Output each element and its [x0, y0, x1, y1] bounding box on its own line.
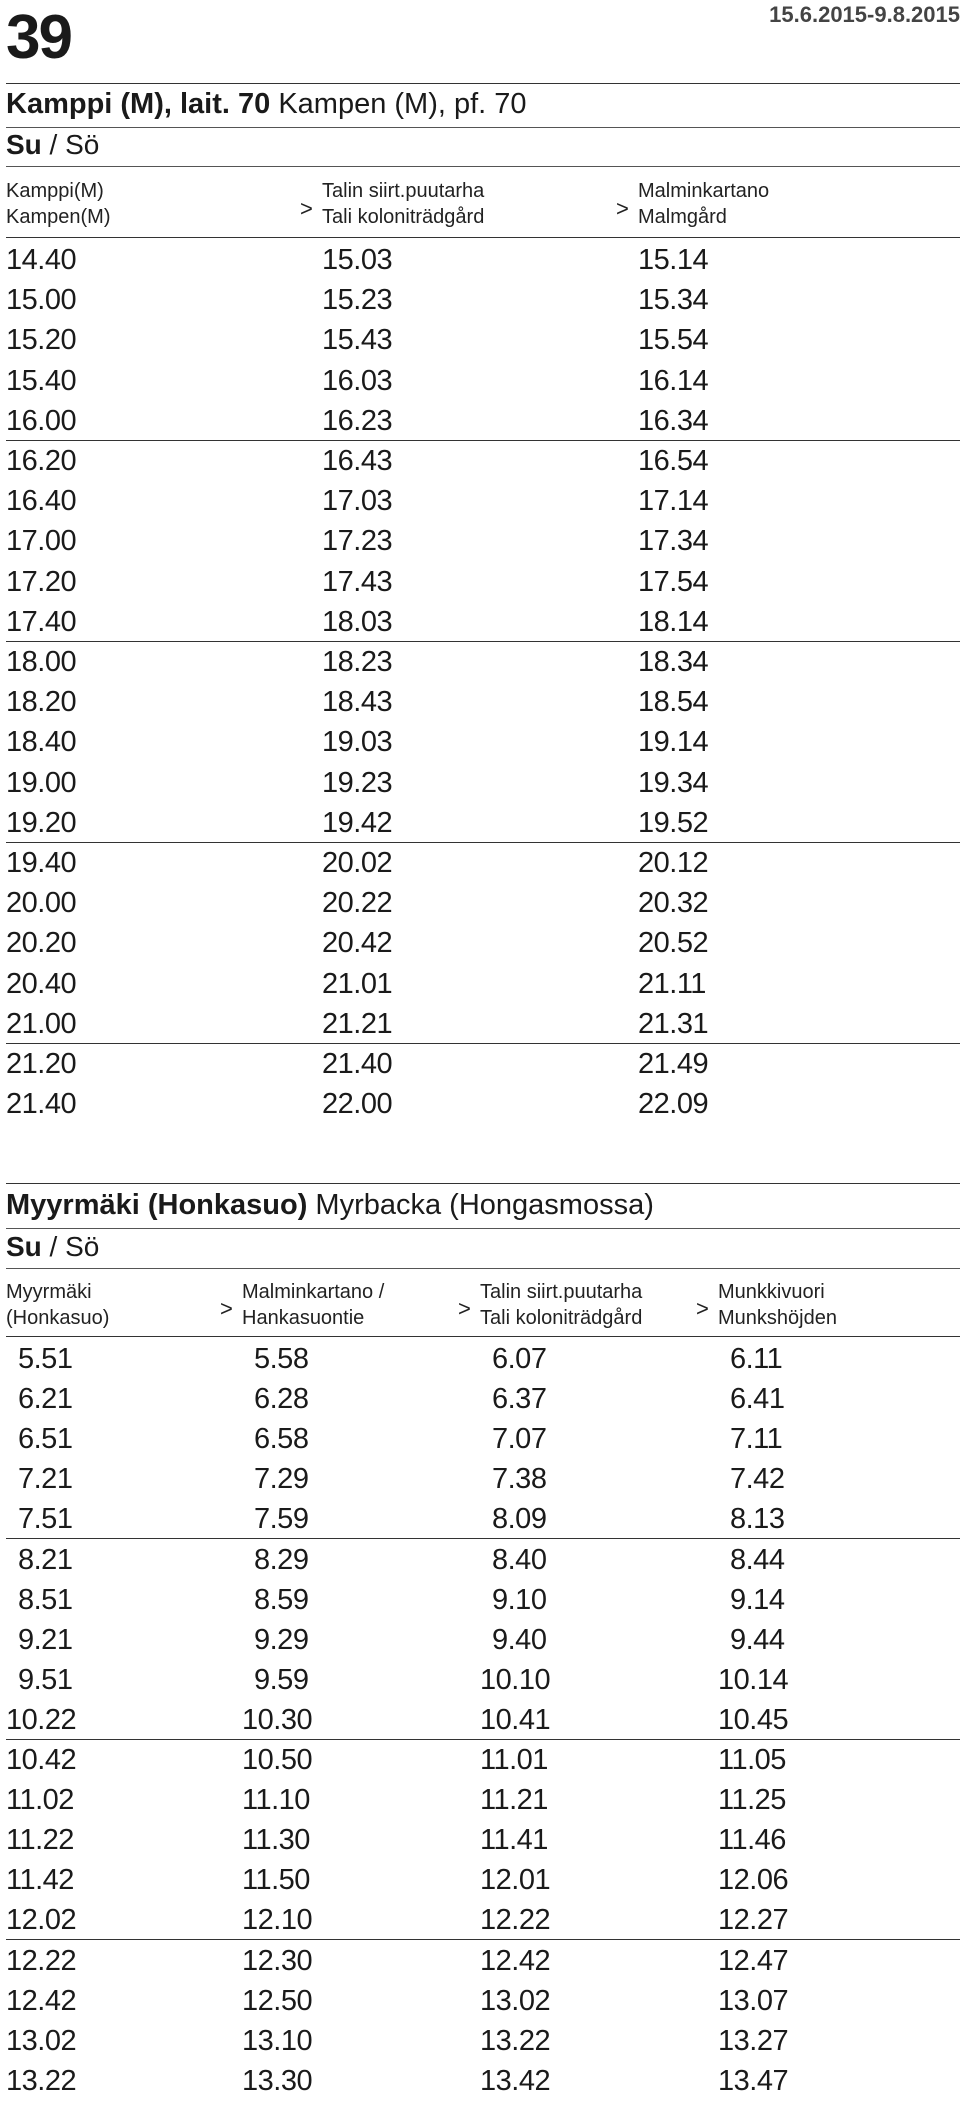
- departure-time: 13.47: [718, 2064, 789, 2097]
- section2-day-fi: Su: [6, 1231, 42, 1262]
- departure-time: 12.50: [242, 1984, 313, 2017]
- table-row: [6, 361, 960, 401]
- departure-time: 11.21: [480, 1784, 548, 1817]
- departure-time: 11.42: [6, 1864, 74, 1897]
- departure-time: 17.34: [638, 525, 709, 558]
- departure-time: 10.10: [480, 1663, 551, 1696]
- section2-title-rule: [6, 1228, 960, 1229]
- departure-time: 12.42: [480, 1944, 551, 1977]
- departure-time: 21.11: [638, 967, 706, 1000]
- table-row: [6, 923, 960, 963]
- departure-time: 20.20: [6, 927, 77, 960]
- departure-time: 8.09: [492, 1503, 547, 1536]
- departure-time: 17.14: [638, 485, 709, 518]
- section1-title: [6, 87, 527, 121]
- departure-time: 18.34: [638, 646, 709, 678]
- departure-time: 18.43: [322, 686, 393, 719]
- departure-time: 11.41: [480, 1824, 548, 1857]
- departure-time: 21.40: [6, 1088, 77, 1121]
- departure-time: 9.40: [492, 1623, 547, 1656]
- departure-time: 20.02: [322, 847, 393, 879]
- departure-time: 18.03: [322, 605, 393, 638]
- departure-time: 20.00: [6, 887, 77, 920]
- departure-time: 6.51: [18, 1423, 73, 1456]
- chevron-right-icon: >: [458, 1296, 471, 1321]
- departure-time: 12.27: [718, 1904, 789, 1937]
- section1-day-rule: [6, 166, 960, 167]
- departure-time: 22.09: [638, 1088, 709, 1121]
- section2-day: [6, 1230, 99, 1264]
- departure-time: 8.13: [730, 1503, 785, 1536]
- departure-time: 21.01: [322, 967, 393, 1000]
- departure-time: 15.43: [322, 324, 393, 357]
- departure-time: 18.14: [638, 605, 709, 638]
- stop-name-sv: Tali koloniträdgård: [322, 206, 485, 228]
- departure-time: 20.12: [638, 847, 709, 879]
- stop-name-fi: Malminkartano: [638, 180, 770, 202]
- departure-time: 10.50: [242, 1744, 313, 1776]
- table-row: [6, 240, 960, 280]
- departure-time: 10.22: [6, 1703, 77, 1736]
- section2-title-sv: Myrbacka (Hongasmossa): [307, 1189, 654, 1221]
- chevron-right-icon: >: [220, 1296, 233, 1321]
- section2-title-fi: Myyrmäki (Honkasuo): [6, 1189, 308, 1221]
- stop-name-fi: Kamppi(M): [6, 180, 104, 202]
- section2-header-rule: [6, 1336, 960, 1337]
- departure-time: 10.45: [718, 1703, 789, 1736]
- departure-time: 11.22: [6, 1824, 74, 1857]
- departure-time: 11.05: [718, 1744, 786, 1776]
- departure-time: 13.07: [718, 1984, 789, 2017]
- departure-time: 11.25: [718, 1784, 786, 1817]
- departure-time: 6.41: [730, 1383, 785, 1416]
- departure-time: 16.20: [6, 445, 77, 477]
- departure-time: 12.06: [718, 1864, 789, 1897]
- departure-time: 10.14: [718, 1663, 789, 1696]
- stop-name-fi: Myyrmäki: [6, 1281, 92, 1303]
- departure-time: 7.38: [492, 1463, 547, 1496]
- section2-stop-3: [480, 1279, 642, 1331]
- departure-time: 7.59: [254, 1503, 309, 1536]
- table-row: [6, 1860, 960, 1900]
- departure-time: 13.42: [480, 2064, 551, 2097]
- departure-time: 7.07: [492, 1423, 547, 1456]
- stop-name-fi: Munkkivuori: [718, 1281, 825, 1303]
- section1-title-fi: Kamppi (M), lait. 70: [6, 88, 271, 120]
- departure-time: 16.23: [322, 404, 393, 437]
- departure-time: 18.54: [638, 686, 709, 719]
- stop-name-sv: Malmgård: [638, 206, 727, 228]
- table-row: [6, 1780, 960, 1820]
- departure-time: 5.51: [18, 1343, 73, 1375]
- departure-time: 13.22: [6, 2064, 77, 2097]
- route-number: 39: [6, 3, 71, 72]
- departure-time: 8.44: [730, 1543, 785, 1576]
- departure-time: 18.40: [6, 726, 77, 759]
- departure-time: 15.00: [6, 284, 77, 317]
- departure-time: 6.28: [254, 1383, 309, 1416]
- departure-time: 9.21: [18, 1623, 73, 1656]
- departure-time: 20.40: [6, 967, 77, 1000]
- departure-time: 17.20: [6, 565, 77, 598]
- departure-time: 15.03: [322, 244, 393, 276]
- stop-name-sv: Tali koloniträdgård: [480, 1307, 643, 1329]
- table-row: [6, 1700, 960, 1740]
- table-row: [6, 1900, 960, 1940]
- table-row: [6, 1580, 960, 1620]
- table-row: [6, 1084, 960, 1124]
- departure-time: 16.43: [322, 445, 393, 477]
- table-row: [6, 481, 960, 521]
- table-row: [6, 1941, 960, 1981]
- departure-time: 11.46: [718, 1824, 786, 1857]
- departure-time: 17.23: [322, 525, 393, 558]
- table-row: [6, 803, 960, 843]
- table-row: [6, 843, 960, 883]
- departure-time: 18.20: [6, 686, 77, 719]
- stop-name-sv: Kampen(M): [6, 206, 111, 228]
- departure-time: 15.14: [638, 244, 709, 276]
- departure-time: 9.10: [492, 1583, 547, 1616]
- departure-time: 21.20: [6, 1048, 77, 1080]
- departure-time: 8.51: [18, 1583, 73, 1616]
- departure-time: 13.10: [242, 2024, 313, 2057]
- table-row: [6, 763, 960, 803]
- departure-time: 9.29: [254, 1623, 309, 1656]
- stop-name-fi: Malminkartano /: [242, 1281, 385, 1303]
- table-row: [6, 1981, 960, 2021]
- stop-name-sv: Munkshöjden: [718, 1307, 837, 1329]
- departure-time: 12.30: [242, 1944, 313, 1977]
- section1-title-sv: Kampen (M), pf. 70: [270, 88, 527, 120]
- departure-time: 12.10: [242, 1904, 313, 1937]
- section1-day-sv: / Sö: [41, 129, 100, 160]
- table-row: [6, 2021, 960, 2061]
- departure-time: 21.49: [638, 1048, 709, 1080]
- departure-time: 9.14: [730, 1583, 785, 1616]
- departure-time: 13.30: [242, 2064, 313, 2097]
- departure-time: 11.01: [480, 1744, 548, 1776]
- departure-time: 13.02: [480, 1984, 551, 2017]
- departure-time: 13.27: [718, 2024, 789, 2057]
- table-row: [6, 2061, 960, 2101]
- section2-top-rule: [6, 1183, 960, 1184]
- stop-name-sv: (Honkasuo): [6, 1307, 110, 1329]
- departure-time: 7.42: [730, 1463, 785, 1496]
- departure-time: 10.42: [6, 1744, 77, 1776]
- departure-time: 7.11: [730, 1423, 783, 1456]
- departure-time: 14.40: [6, 244, 77, 276]
- departure-time: 21.00: [6, 1007, 77, 1040]
- table-row: [6, 1339, 960, 1379]
- departure-time: 21.31: [638, 1007, 709, 1040]
- departure-time: 9.59: [254, 1663, 309, 1696]
- section2-stop-4: [718, 1279, 837, 1331]
- departure-time: 19.34: [638, 766, 709, 799]
- table-row: [6, 964, 960, 1004]
- section1-top-rule: [6, 83, 960, 84]
- departure-time: 8.40: [492, 1543, 547, 1576]
- departure-time: 16.40: [6, 485, 77, 518]
- departure-time: 13.02: [6, 2024, 77, 2057]
- section2-day-rule: [6, 1268, 960, 1269]
- departure-time: 11.50: [242, 1864, 310, 1897]
- table-row: [6, 1044, 960, 1084]
- section1-header-rule: [6, 237, 960, 238]
- table-row: [6, 1419, 960, 1459]
- table-row: [6, 682, 960, 722]
- departure-time: 8.21: [18, 1543, 73, 1576]
- departure-time: 6.07: [492, 1343, 547, 1375]
- departure-time: 10.41: [480, 1703, 551, 1736]
- departure-time: 16.54: [638, 445, 709, 477]
- departure-time: 21.21: [322, 1007, 393, 1040]
- departure-time: 15.23: [322, 284, 393, 317]
- table-row: [6, 562, 960, 602]
- departure-time: 19.23: [322, 766, 393, 799]
- departure-time: 18.23: [322, 646, 393, 678]
- departure-time: 12.02: [6, 1904, 77, 1937]
- departure-time: 17.00: [6, 525, 77, 558]
- table-row: [6, 1660, 960, 1700]
- departure-time: 10.30: [242, 1703, 313, 1736]
- table-row: [6, 1459, 960, 1499]
- departure-time: 6.58: [254, 1423, 309, 1456]
- table-row: [6, 441, 960, 481]
- stop-name-sv: Hankasuontie: [242, 1307, 365, 1329]
- section2-title: [6, 1188, 654, 1222]
- departure-time: 20.32: [638, 887, 709, 920]
- departure-time: 16.03: [322, 364, 393, 397]
- departure-time: 19.00: [6, 766, 77, 799]
- table-row: [6, 1004, 960, 1044]
- section1-stop-3: [638, 178, 769, 230]
- departure-time: 17.43: [322, 565, 393, 598]
- departure-time: 12.01: [480, 1864, 551, 1897]
- departure-time: 20.52: [638, 927, 709, 960]
- table-row: [6, 1820, 960, 1860]
- departure-time: 12.47: [718, 1944, 789, 1977]
- departure-time: 16.34: [638, 404, 709, 437]
- departure-time: 21.40: [322, 1048, 393, 1080]
- departure-time: 6.11: [730, 1343, 783, 1375]
- departure-time: 5.58: [254, 1343, 309, 1375]
- departure-time: 13.22: [480, 2024, 551, 2057]
- table-row: [6, 722, 960, 762]
- departure-time: 16.00: [6, 404, 77, 437]
- departure-time: 7.21: [18, 1463, 73, 1496]
- departure-time: 11.02: [6, 1784, 74, 1817]
- departure-time: 17.40: [6, 605, 77, 638]
- table-row: [6, 883, 960, 923]
- table-row: [6, 401, 960, 441]
- section1-stop-1: [6, 178, 110, 230]
- section2-day-sv: / Sö: [41, 1231, 100, 1262]
- departure-time: 17.54: [638, 565, 709, 598]
- table-row: [6, 1379, 960, 1419]
- departure-time: 19.03: [322, 726, 393, 759]
- departure-time: 18.00: [6, 646, 77, 678]
- departure-time: 11.30: [242, 1824, 310, 1857]
- chevron-right-icon: >: [300, 196, 313, 221]
- validity-dates: 15.6.2015-9.8.2015: [769, 2, 960, 27]
- table-row: [6, 1499, 960, 1539]
- section1-day: [6, 128, 99, 162]
- departure-time: 15.54: [638, 324, 709, 357]
- table-row: [6, 521, 960, 561]
- departure-time: 11.10: [242, 1784, 310, 1817]
- departure-time: 16.14: [638, 364, 709, 397]
- departure-time: 19.40: [6, 847, 77, 879]
- departure-time: 8.29: [254, 1543, 309, 1576]
- departure-time: 15.40: [6, 364, 77, 397]
- chevron-right-icon: >: [696, 1296, 709, 1321]
- departure-time: 7.51: [18, 1503, 73, 1536]
- stop-name-fi: Talin siirt.puutarha: [322, 180, 485, 202]
- table-row: [6, 280, 960, 320]
- section2-stop-2: [242, 1279, 384, 1331]
- section2-stop-1: [6, 1279, 109, 1331]
- section1-day-fi: Su: [6, 129, 42, 160]
- departure-time: 17.03: [322, 485, 393, 518]
- departure-time: 12.42: [6, 1984, 77, 2017]
- table-row: [6, 320, 960, 360]
- table-row: [6, 1540, 960, 1580]
- table-row: [6, 1620, 960, 1660]
- departure-time: 19.52: [638, 806, 709, 839]
- table-row: [6, 1740, 960, 1780]
- departure-time: 12.22: [480, 1904, 551, 1937]
- departure-time: 20.42: [322, 927, 393, 960]
- departure-time: 6.21: [18, 1383, 73, 1416]
- departure-time: 20.22: [322, 887, 393, 920]
- section1-stop-2: [322, 178, 484, 230]
- departure-time: 7.29: [254, 1463, 309, 1496]
- chevron-right-icon: >: [616, 196, 629, 221]
- departure-time: 19.14: [638, 726, 709, 759]
- departure-time: 9.44: [730, 1623, 785, 1656]
- departure-time: 19.20: [6, 806, 77, 839]
- departure-time: 12.22: [6, 1944, 77, 1977]
- section1-title-rule: [6, 127, 960, 128]
- table-row: [6, 602, 960, 642]
- departure-time: 22.00: [322, 1088, 393, 1121]
- departure-time: 19.42: [322, 806, 393, 839]
- departure-time: 8.59: [254, 1583, 309, 1616]
- table-row: [6, 642, 960, 682]
- departure-time: 15.34: [638, 284, 709, 317]
- departure-time: 15.20: [6, 324, 77, 357]
- departure-time: 9.51: [18, 1663, 73, 1696]
- departure-time: 6.37: [492, 1383, 547, 1416]
- stop-name-fi: Talin siirt.puutarha: [480, 1281, 643, 1303]
